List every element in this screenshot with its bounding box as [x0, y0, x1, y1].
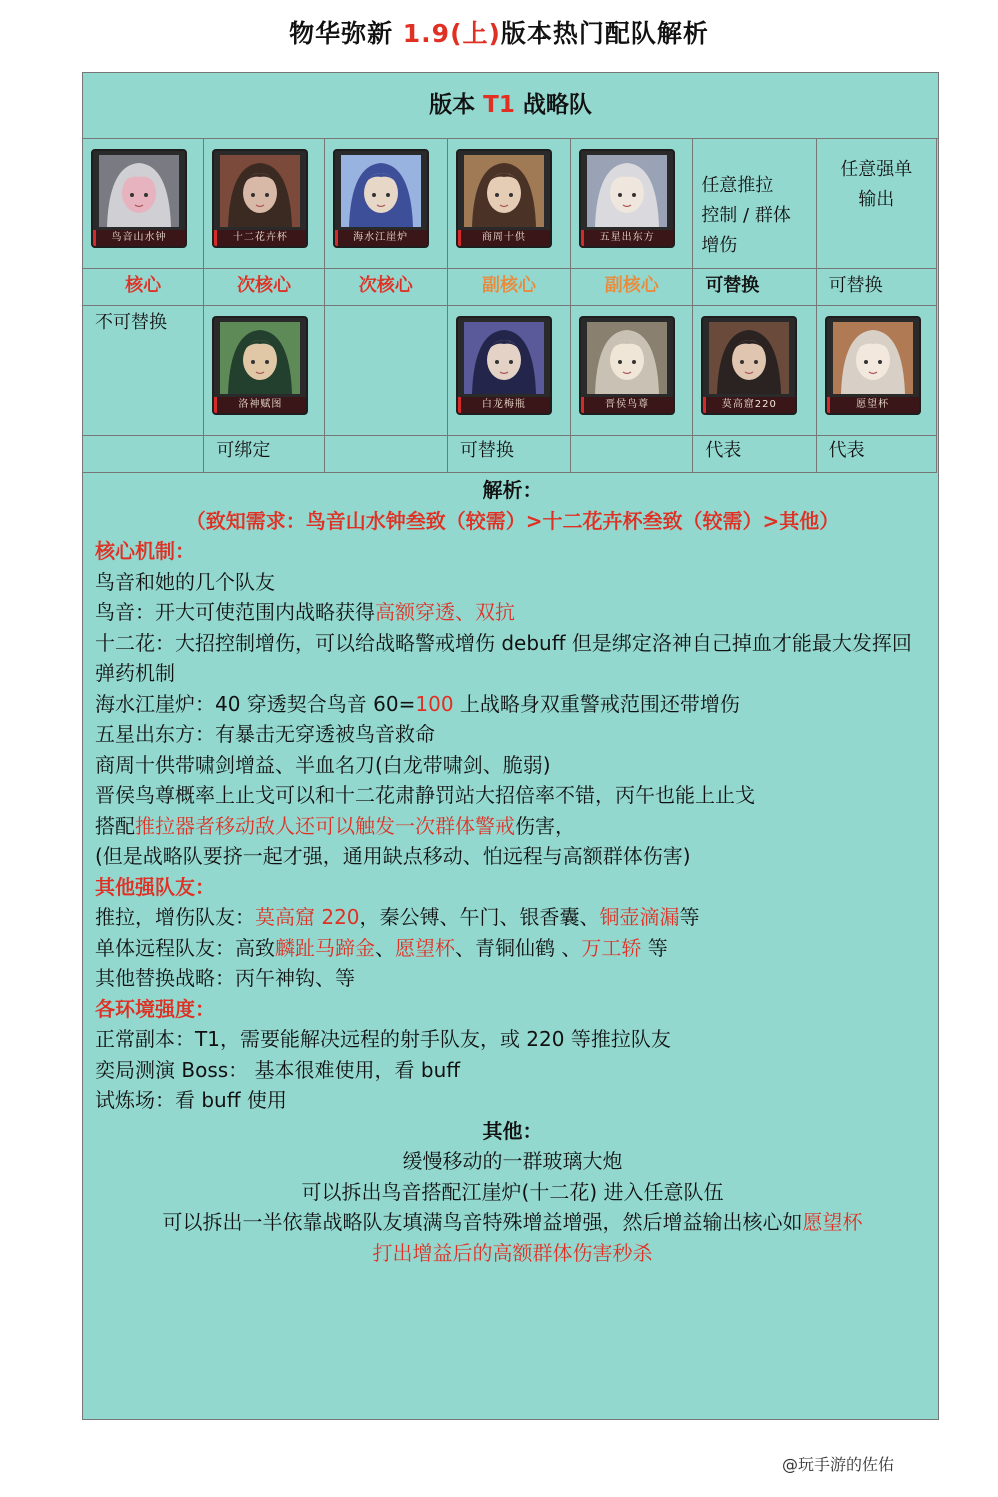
highlight: 莫高窟 220 — [255, 905, 360, 929]
empty-slot — [324, 306, 447, 436]
character-portrait[interactable] — [214, 318, 306, 413]
text-span: 等 — [641, 935, 668, 960]
analysis-line: 十二花：大招控制增伤，可以给战略警戒增伤 debuff 但是绑定洛神自己掉血才能最大发挥回弹药机制 — [95, 630, 912, 685]
core-heading: 核心机制： — [95, 539, 195, 563]
analysis-line: 试炼场：看 buff 使用 — [95, 1088, 287, 1112]
slot-cell — [447, 306, 570, 436]
character-name: 莫高窟220 — [703, 397, 795, 413]
text-span: ，秦公镈、午门、银香囊、 — [359, 905, 600, 929]
text-span: 可以拆出一半依靠战略队友填满鸟音特殊增益增强，然后增益输出核心如 — [162, 1210, 803, 1234]
role-row — [83, 269, 937, 306]
summary-line: 可以拆出鸟音搭配江崖炉(十二花) 进入任意队伍 — [301, 1179, 724, 1204]
highlight: 铜壶滴漏 — [599, 905, 680, 929]
highlight: 万工轿 — [581, 935, 642, 960]
irreplaceable-note — [83, 306, 204, 436]
highlight: 推拉器者移动敌人还可以触发一次群体警戒 — [135, 813, 515, 838]
analysis-line — [95, 689, 930, 720]
analysis-line: 正常副本：T1，需要能解决远程的射手队友，或 220 等推拉队友 — [95, 1027, 671, 1051]
portrait-art — [341, 155, 421, 227]
character-portrait[interactable] — [827, 318, 919, 413]
character-name: 商周十供 — [458, 230, 550, 246]
analysis-line: 商周十供带啸剑增益、半血名刀(白龙带啸剑、脆弱) — [95, 752, 551, 777]
summary-line: 缓慢移动的一群玻璃大炮 — [402, 1149, 623, 1173]
character-name: 十二花卉杯 — [214, 230, 306, 246]
slot-cell — [83, 139, 204, 269]
portrait-row-1 — [83, 139, 937, 269]
summary-line: 打出增益后的高额群体伤害秒杀 — [372, 1240, 653, 1265]
analysis-section — [95, 475, 930, 1268]
analysis-line — [95, 902, 930, 933]
team-panel — [82, 72, 939, 1420]
note-line: 任意强单 — [840, 159, 913, 180]
analysis-line: (但是战略队要挤一起才强，通用缺点移动、怕远程与高额群体伤害) — [95, 844, 691, 868]
portrait-art — [464, 155, 544, 227]
portrait-art — [464, 322, 544, 394]
slot-note — [571, 436, 693, 473]
highlight: 麟趾马蹄金 — [275, 935, 375, 960]
slot-cell — [571, 139, 693, 269]
title-suffix: 版本热门配队解析 — [500, 19, 709, 48]
portrait-art — [833, 322, 913, 394]
slot-note-single-dps — [816, 139, 936, 269]
character-name: 白龙梅瓶 — [458, 397, 550, 413]
slot-note-push-control — [693, 139, 816, 269]
text-span: 单体远程队友：高致 — [95, 935, 275, 960]
character-name: 鸟音山水钟 — [93, 230, 185, 246]
slot-cell — [447, 139, 570, 269]
highlight: 高额穿透、双抗 — [375, 600, 515, 624]
analysis-line: 奕局测演 Boss： 基本很难使用，看 buff — [95, 1057, 461, 1082]
note-line: 任意推拉 — [701, 175, 774, 196]
character-portrait[interactable] — [214, 151, 306, 246]
slot-note — [324, 436, 447, 473]
text-span: 、 — [375, 935, 395, 960]
text-span: 海水江崖炉：40 穿透契合鸟音 60= — [95, 691, 416, 716]
character-portrait[interactable] — [581, 151, 673, 246]
panel-title-accent: T1 — [483, 92, 515, 118]
note-line: 增伤 — [701, 235, 738, 256]
role-label: 可替换 — [816, 269, 936, 306]
title-prefix: 物华弥新 — [289, 19, 403, 48]
role-label: 次核心 — [204, 269, 324, 306]
portrait-art — [220, 155, 300, 227]
role-label: 可替换 — [693, 269, 816, 306]
note-line: 输出 — [858, 189, 895, 210]
other-heading: 其他： — [482, 1118, 543, 1143]
text-span: 推拉，增伤队友： — [95, 905, 255, 929]
author-credit: @玩手游的佐佑 — [781, 1455, 894, 1474]
requirement-line: （致知需求：鸟音山水钟叁致（较需）>十二花卉杯叁致（较需）>其他） — [185, 508, 840, 533]
page-title — [0, 14, 998, 50]
analysis-heading: 解析： — [482, 478, 543, 502]
character-name: 晋侯鸟尊 — [581, 397, 673, 413]
portrait-art — [99, 155, 179, 227]
analysis-line: 鸟音和她的几个队友 — [95, 569, 275, 594]
character-name: 洛神赋图 — [214, 397, 306, 413]
portrait-row-2 — [83, 306, 937, 436]
portrait-art — [587, 155, 667, 227]
slot-note — [83, 436, 204, 473]
role-label: 次核心 — [324, 269, 447, 306]
character-portrait[interactable] — [93, 151, 185, 246]
character-portrait[interactable] — [458, 318, 550, 413]
portrait-art — [220, 322, 300, 394]
analysis-line — [95, 811, 930, 842]
summary-line — [95, 1207, 930, 1238]
text-span: 鸟音：开大可使范围内战略获得 — [95, 600, 375, 624]
character-portrait[interactable] — [335, 151, 427, 246]
panel-title-prefix: 版本 — [429, 92, 484, 118]
role-label: 副核心 — [571, 269, 693, 306]
role-label: 副核心 — [447, 269, 570, 306]
highlight: 愿望杯 — [395, 935, 455, 960]
role-label: 核心 — [83, 269, 204, 306]
title-version: 1.9(上) — [402, 19, 501, 48]
analysis-line: 其他替换战略：丙午神钩、等 — [95, 966, 355, 990]
character-portrait[interactable] — [703, 318, 795, 413]
note-row — [83, 436, 937, 473]
analysis-line — [95, 933, 930, 964]
text-span: 、青铜仙鹤 、 — [455, 935, 582, 960]
portrait-art — [709, 322, 789, 394]
slot-cell — [571, 306, 693, 436]
text-span: 上战略身双重警戒范围还带增伤 — [453, 691, 740, 716]
analysis-line — [95, 597, 930, 628]
highlight: 愿望杯 — [802, 1210, 863, 1234]
panel-title — [83, 73, 938, 139]
analysis-line: 五星出东方：有暴击无穿透被鸟音救命 — [95, 722, 435, 746]
panel-title-suffix: 战略队 — [514, 92, 592, 118]
environment-heading: 各环境强度： — [95, 996, 215, 1021]
note-line: 不可替换 — [95, 312, 167, 333]
character-name: 五星出东方 — [581, 230, 673, 246]
analysis-line: 晋侯鸟尊概率上止戈可以和十二花肃静罚站大招倍率不错，丙午也能上止戈 — [95, 783, 755, 807]
slot-note: 代表 — [693, 436, 816, 473]
text-span: 等 — [679, 905, 700, 929]
slot-note: 可绑定 — [204, 436, 324, 473]
text-span: 搭配 — [95, 813, 135, 838]
portrait-art — [587, 322, 667, 394]
slot-cell — [324, 139, 447, 269]
character-portrait[interactable] — [458, 151, 550, 246]
slot-cell — [204, 139, 324, 269]
slot-cell — [816, 306, 936, 436]
team-grid — [82, 138, 937, 473]
character-portrait[interactable] — [581, 318, 673, 413]
text-span: 伤害， — [515, 813, 575, 838]
character-name: 海水江崖炉 — [335, 230, 427, 246]
slot-cell — [693, 306, 816, 436]
highlight: 100 — [415, 691, 454, 716]
slot-cell — [204, 306, 324, 436]
teammates-heading: 其他强队友： — [95, 874, 215, 899]
character-name: 愿望杯 — [827, 397, 919, 413]
note-line: 控制 / 群体 — [701, 205, 791, 226]
slot-note: 可替换 — [447, 436, 570, 473]
slot-note: 代表 — [816, 436, 936, 473]
